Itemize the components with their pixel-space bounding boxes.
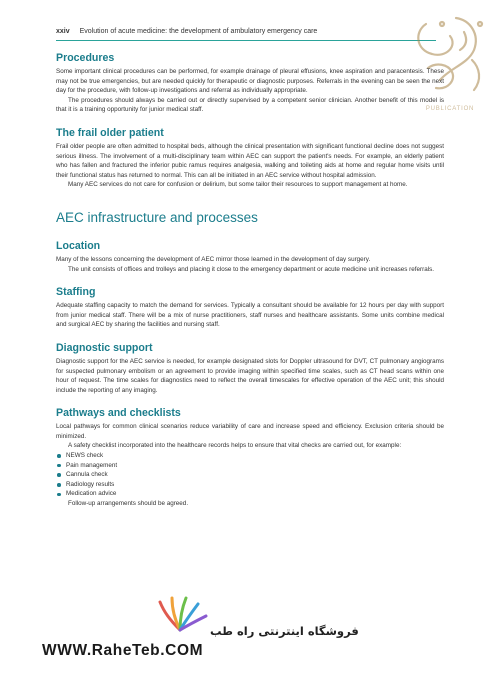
- heading-procedures: Procedures: [56, 52, 115, 64]
- checklist: [56, 451, 444, 499]
- paragraph: Follow-up arrangements should be agreed.: [68, 500, 189, 508]
- site-watermark: [40, 596, 460, 666]
- site-url-watermark: WWW.RaheTeb.COM: [42, 642, 204, 659]
- book-fan-icon: [150, 596, 210, 632]
- list-item: Pain management: [56, 461, 444, 471]
- page-body: [56, 52, 444, 521]
- paragraph: The unit consists of offices and trolleys and placing it close to the emergency department or acute medicine unit increases referrals.: [68, 265, 434, 273]
- logo-publication-text: PUBLICATION: [425, 106, 475, 112]
- section-diagnostic-support: [56, 342, 444, 395]
- store-name-watermark: فروشگاه اینترنتی راه طب: [210, 624, 359, 638]
- bullet-icon: [57, 493, 61, 497]
- bullet-icon: [57, 483, 61, 487]
- heading-pathways-checklists: Pathways and checklists: [56, 407, 181, 420]
- paragraph: Adequate staffing capacity to match the demand for services. Typically a consultant should be available for 12 hours per day with support from junior medical staff. There will be a mix of nurse practitioners, staff nurses and healthcare assistants. Some units combine medical and surgical AEC by sharing the facilities and nursing staff.: [56, 302, 444, 329]
- heading-diagnostic-support: Diagnostic support: [56, 341, 153, 354]
- bullet-icon: [57, 464, 61, 468]
- heading-frail-older-patient: The frail older patient: [56, 126, 164, 139]
- bullet-icon: [57, 454, 61, 458]
- paragraph: A safety checklist incorporated into the healthcare records helps to ensure that vital checks are carried out, for example:: [68, 442, 402, 450]
- section-pathways-checklists: [56, 407, 444, 508]
- list-item: Cannula check: [56, 470, 444, 480]
- paragraph: The procedures should always be carried out or directly supervised by a competent senior clinician. Another benefit of this model is that it is a training opportunity for junior medical staff.: [56, 96, 444, 114]
- list-item: Medication advice: [56, 489, 444, 499]
- paragraph: Many of the lessons concerning the development of AEC mirror those learned in the development of day surgery.: [56, 255, 371, 263]
- running-header: [56, 28, 436, 41]
- bullet-icon: [57, 473, 61, 477]
- paragraph: Frail older people are often admitted to hospital beds, although the clinical presentation with significant functional decline does not suggest serious illness. The involvement of a multi-disciplinary team within AEC can support the patient's needs. For example, an elderly patient who has fallen and fractured the inferior pubic ramus requires analgesia, walking and toileting aids at home and regular home visits until their functional status has returned to normal. This can all be initiated in an AEC service without hospital admission.: [56, 142, 444, 179]
- section-location: [56, 240, 444, 274]
- paragraph: Local pathways for common clinical scenarios reduce variability of care and increase speed and efficiency. Exclusion criteria should be minimized.: [56, 423, 444, 440]
- chapter-section-heading: AEC infrastructure and processes: [56, 209, 258, 225]
- paragraph: Many AEC services do not care for confusion or delirium, but some tailor their resources to support management at home.: [68, 181, 408, 189]
- paragraph: Some important clinical procedures can be performed, for example drainage of pleural effusions, knee aspiration and paracentesis. These may not be true emergencies, but are needed quickly for therapeutic or diagnostic purposes. Referrals in the evening can be seen the next day for the procedure, with follow-up investigations and referral as individually appropriate.: [56, 68, 444, 95]
- section-procedures: [56, 52, 444, 115]
- paragraph: Diagnostic support for the AEC service is needed, for example designated slots for Doppler ultrasound for DVT, CT pulmonary angiograms for suspected pulmonary embolism or an agreement to provide imaging within specified time scales, such as CT head scans within one hour of request. The time scales for diagnostics need to reflect the overall timescales for effective operation of the AEC unit; this should include the reporting of any imaging.: [56, 357, 444, 394]
- section-frail-older-patient: [56, 127, 444, 190]
- heading-location: Location: [56, 239, 101, 252]
- heading-staffing: Staffing: [56, 286, 96, 299]
- page-number: xxiv: [56, 28, 70, 35]
- list-item: NEWS check: [56, 451, 444, 461]
- list-item: Radiology results: [56, 480, 444, 490]
- section-staffing: [56, 286, 444, 330]
- running-title: Evolution of acute medicine: the development of ambulatory emergency care: [79, 28, 318, 35]
